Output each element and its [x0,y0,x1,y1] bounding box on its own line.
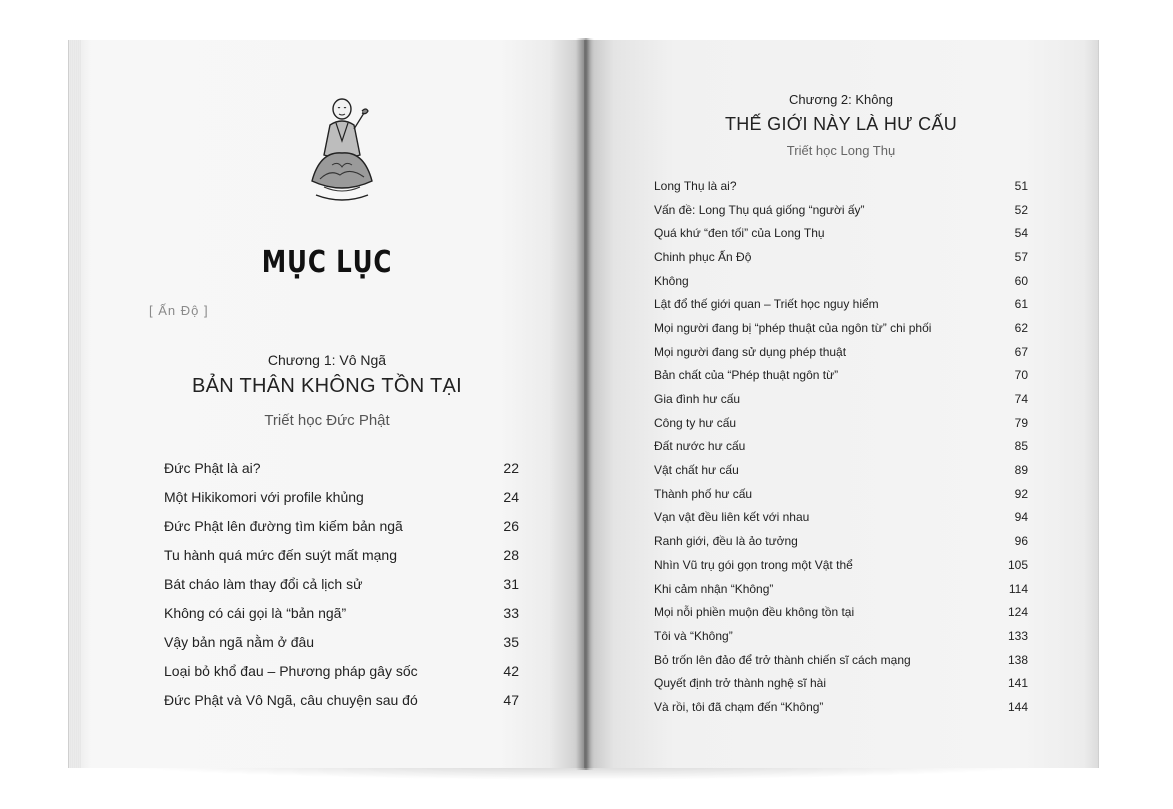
toc-entry-page: 35 [503,634,519,650]
toc-entry-page: 85 [1014,439,1028,453]
toc-entry-page: 51 [1014,179,1028,193]
toc-entry-title: Đức Phật là ai? [164,460,261,476]
toc-entry [654,321,1028,335]
toc-entry-title: Công ty hư cấu [654,416,737,430]
toc-entry-page: 124 [1007,605,1028,619]
toc-entry [654,416,1028,430]
toc-entry-title: Một Hikikomori với profile khủng [164,489,364,505]
toc-entry-page: 28 [503,547,519,563]
toc-entry-title: Ranh giới, đều là ảo tưởng [654,534,798,548]
toc-entry-title: Không có cái gọi là “bản ngã” [164,605,347,621]
toc-entry-page: 114 [1008,582,1028,596]
toc-entry [654,558,1028,572]
chapter-title: THẾ GIỚI NÀY LÀ HƯ CẤU [724,114,958,134]
toc-entry [654,510,1028,524]
toc-entry-page: 74 [1014,392,1028,406]
toc-entry-page: 54 [1014,226,1028,240]
toc-entry-page: 31 [503,576,519,592]
toc-entry-title: Không [654,274,689,288]
toc-entry-title: Gia đình hư cấu [654,392,741,406]
toc-entry [654,250,1028,264]
toc-entry [164,605,519,621]
toc-entry-title: Đức Phật và Vô Ngã, câu chuyện sau đó [164,692,418,708]
toc-entry-page: 22 [503,460,519,476]
chapter-title: BẢN THÂN KHÔNG TỒN TẠI [192,375,462,397]
toc-entry-title: Nhìn Vũ trụ gói gọn trong một Vật thể [654,558,853,572]
toc-entry [654,605,1028,619]
chapter-subtitle: Triết học Đức Phật [264,412,390,429]
toc-entry [654,487,1028,501]
toc-entry [654,700,1028,714]
toc-entry-title: Vấn đề: Long Thụ quá giống “người ấy” [654,203,865,217]
toc-entry-title: Loại bỏ khổ đau – Phương pháp gây sốc [164,663,418,679]
toc-entry-title: Vật chất hư cấu [654,463,739,477]
toc-entry [164,576,519,592]
toc-entry-page: 26 [503,518,519,534]
toc-entry-page: 141 [1007,676,1028,690]
toc-entry [164,663,519,679]
toc-entry-title: Mọi nỗi phiền muộn đều không tồn tại [654,605,855,619]
toc-heading: MỤC LỤC [261,245,393,280]
right-page [584,40,1099,768]
book-spine [576,38,594,770]
toc-entry [654,179,1028,193]
toc-entry-title: Mọi người đang sử dụng phép thuật [654,345,847,359]
toc-entry [164,547,519,563]
toc-entry-title: Mọi người đang bị “phép thuật của ngôn từ” chi phối [654,321,932,335]
toc-entry-page: 89 [1014,463,1028,477]
toc-entry [654,203,1028,217]
toc-entry-page: 67 [1014,345,1028,359]
toc-entry-page: 52 [1014,203,1028,217]
toc-entry-title: Và rồi, tôi đã chạm đến “Không” [654,700,824,714]
toc-entry [654,676,1028,690]
open-book [68,40,1098,770]
toc-entry [654,368,1028,382]
toc-entry [164,518,519,534]
toc-entry-page: 62 [1014,321,1028,335]
toc-entry [654,297,1028,311]
toc-entry [654,226,1028,240]
toc-entry [654,274,1028,288]
toc-entry-page: 42 [503,663,519,679]
toc-entry-title: Khi cảm nhận “Không” [654,582,774,596]
toc-entry [654,534,1028,548]
toc-entry-page: 96 [1014,534,1028,548]
toc-entry-page: 133 [1007,629,1028,643]
toc-entry-page: 138 [1007,653,1028,667]
toc-entry [654,392,1028,406]
toc-entry-title: Bỏ trốn lên đảo để trở thành chiến sĩ cách mạng [654,653,911,667]
toc-entry-title: Bát cháo làm thay đổi cả lịch sử [164,576,363,592]
toc-entry-title: Đức Phật lên đường tìm kiếm bản ngã [164,518,403,534]
toc-entry [654,345,1028,359]
toc-entry-page: 24 [503,489,519,505]
left-page [68,40,585,768]
toc-entry-title: Bản chất của “Phép thuật ngôn từ” [654,368,839,382]
toc-entry-page: 57 [1014,250,1028,264]
toc-entry-page: 105 [1007,558,1028,572]
chapter-number: Chương 1: Vô Ngã [267,352,387,368]
toc-entry-page: 47 [503,692,519,708]
toc-entry [654,439,1028,453]
chapter-subtitle: Triết học Long Thụ [786,143,896,158]
toc-entry-title: Tu hành quá mức đến suýt mất mạng [164,547,397,563]
toc-entry-title: Vậy bản ngã nằm ở đâu [164,634,315,650]
monk-illustration [302,95,382,215]
toc-entry-title: Quá khứ “đen tối” của Long Thụ [654,226,825,240]
toc-entry [654,582,1028,596]
toc-entry-page: 92 [1014,487,1028,501]
toc-entry [164,489,519,505]
toc-entry-title: Thành phố hư cấu [654,487,753,501]
toc-entry-title: Long Thụ là ai? [654,179,737,193]
toc-entry [654,653,1028,667]
toc-entry-title: Đất nước hư cấu [654,439,746,453]
toc-entry-page: 79 [1014,416,1028,430]
toc-entry [164,692,519,708]
toc-entry-title: Lật đổ thế giới quan – Triết học nguy hiểm [654,297,879,311]
toc-entry-title: Tôi và “Không” [654,629,733,643]
toc-entry [654,629,1028,643]
toc-entry-title: Vạn vật đều liên kết với nhau [654,510,810,524]
toc-entry-title: Quyết định trở thành nghệ sĩ hài [654,676,826,690]
toc-entry-page: 94 [1014,510,1028,524]
toc-entry-page: 33 [503,605,519,621]
toc-entry-page: 60 [1014,274,1028,288]
toc-entry [164,634,519,650]
region-label: [ Ấn Độ ] [149,303,209,318]
toc-entry-title: Chinh phục Ấn Độ [654,250,752,264]
toc-entry [164,460,519,476]
toc-entry-page: 70 [1014,368,1028,382]
toc-entry-page: 61 [1014,297,1028,311]
toc-entry-page: 144 [1007,700,1028,714]
toc-entry [654,463,1028,477]
chapter-number: Chương 2: Không [789,92,893,107]
